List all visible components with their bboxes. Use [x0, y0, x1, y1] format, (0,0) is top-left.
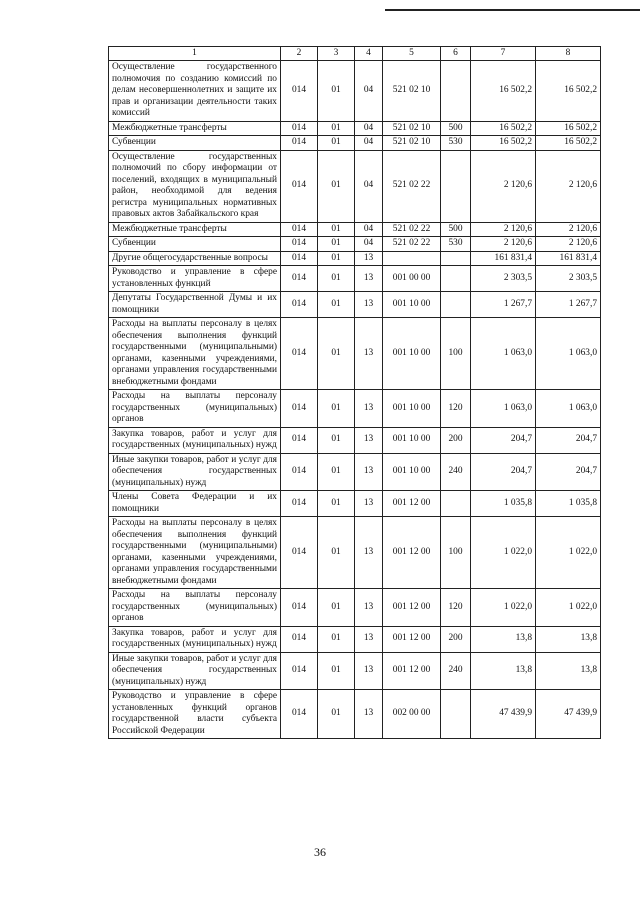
- table-row: [109, 251, 601, 266]
- expense-type-cell: 120: [441, 589, 471, 627]
- amount-cell: 1 063,0: [471, 318, 536, 390]
- target-article-cell: 001 12 00: [383, 626, 441, 652]
- amount-cell: 2 120,6: [471, 237, 536, 252]
- ministry-code-cell: 014: [281, 589, 318, 627]
- expense-type-cell: [441, 491, 471, 517]
- expense-type-cell: 530: [441, 237, 471, 252]
- table-row: [109, 136, 601, 151]
- ministry-code-cell: 014: [281, 237, 318, 252]
- section-code-cell: 01: [318, 292, 355, 318]
- ministry-code-cell: 014: [281, 121, 318, 136]
- target-article-cell: 001 12 00: [383, 517, 441, 589]
- table-row: [109, 237, 601, 252]
- table-row: [109, 626, 601, 652]
- column-header: 5: [383, 47, 441, 61]
- column-header: 2: [281, 47, 318, 61]
- table-row: [109, 690, 601, 739]
- expense-type-cell: 240: [441, 652, 471, 690]
- subsection-code-cell: 13: [355, 626, 383, 652]
- section-code-cell: 01: [318, 491, 355, 517]
- amount-cell: 16 502,2: [471, 61, 536, 122]
- expense-type-cell: 500: [441, 222, 471, 237]
- column-header: 8: [536, 47, 601, 61]
- expense-type-cell: [441, 690, 471, 739]
- target-article-cell: 001 12 00: [383, 589, 441, 627]
- amount-cell: 161 831,4: [471, 251, 536, 266]
- page-number: 36: [314, 845, 326, 859]
- subsection-code-cell: 04: [355, 61, 383, 122]
- section-code-cell: 01: [318, 266, 355, 292]
- subsection-code-cell: 13: [355, 589, 383, 627]
- target-article-cell: 001 10 00: [383, 427, 441, 453]
- expense-type-cell: [441, 251, 471, 266]
- target-article-cell: 521 02 22: [383, 222, 441, 237]
- expense-type-cell: [441, 292, 471, 318]
- table-row: [109, 453, 601, 491]
- ministry-code-cell: 014: [281, 626, 318, 652]
- ministry-code-cell: 014: [281, 453, 318, 491]
- section-code-cell: 01: [318, 453, 355, 491]
- target-article-cell: 521 02 22: [383, 150, 441, 222]
- row-name-cell: Иные закупки товаров, работ и услуг для обеспечения государственных (муниципальных) нужд: [109, 652, 281, 690]
- section-code-cell: 01: [318, 237, 355, 252]
- amount-cell: 2 120,6: [471, 222, 536, 237]
- subsection-code-cell: 13: [355, 318, 383, 390]
- expense-type-cell: 200: [441, 626, 471, 652]
- expense-type-cell: 240: [441, 453, 471, 491]
- table-header-row: [109, 47, 601, 61]
- amount-cell: 2 303,5: [471, 266, 536, 292]
- amount-cell: 1 063,0: [471, 390, 536, 428]
- row-name-cell: Субвенции: [109, 237, 281, 252]
- subsection-code-cell: 13: [355, 690, 383, 739]
- target-article-cell: 521 02 10: [383, 61, 441, 122]
- section-code-cell: 01: [318, 427, 355, 453]
- section-code-cell: 01: [318, 222, 355, 237]
- subsection-code-cell: 13: [355, 652, 383, 690]
- column-header: 3: [318, 47, 355, 61]
- expense-type-cell: [441, 150, 471, 222]
- table-row: [109, 150, 601, 222]
- row-name-cell: Закупка товаров, работ и услуг для государственных (муниципальных) нужд: [109, 427, 281, 453]
- table-row: [109, 491, 601, 517]
- target-article-cell: 001 00 00: [383, 266, 441, 292]
- row-name-cell: Осуществление государственного полномочия по созданию комиссий по делам несовершеннолетних и защите их прав и организации деятельности таких комиссий: [109, 61, 281, 122]
- amount-total-cell: 47 439,9: [536, 690, 601, 739]
- amount-total-cell: 16 502,2: [536, 136, 601, 151]
- amount-total-cell: 13,8: [536, 652, 601, 690]
- section-code-cell: 01: [318, 136, 355, 151]
- target-article-cell: 001 10 00: [383, 292, 441, 318]
- expense-type-cell: 200: [441, 427, 471, 453]
- ministry-code-cell: 014: [281, 150, 318, 222]
- table-row: [109, 390, 601, 428]
- section-code-cell: 01: [318, 121, 355, 136]
- target-article-cell: [383, 251, 441, 266]
- row-name-cell: Расходы на выплаты персоналу государственных (муниципальных) органов: [109, 589, 281, 627]
- amount-cell: 1 022,0: [471, 517, 536, 589]
- amount-total-cell: 204,7: [536, 453, 601, 491]
- table-row: [109, 292, 601, 318]
- subsection-code-cell: 13: [355, 491, 383, 517]
- amount-total-cell: 13,8: [536, 626, 601, 652]
- section-code-cell: 01: [318, 652, 355, 690]
- amount-total-cell: 204,7: [536, 427, 601, 453]
- amount-total-cell: 2 120,6: [536, 237, 601, 252]
- ministry-code-cell: 014: [281, 427, 318, 453]
- target-article-cell: 001 12 00: [383, 652, 441, 690]
- ministry-code-cell: 014: [281, 292, 318, 318]
- row-name-cell: Руководство и управление в сфере установленных функций органов государственной власти субъекта Российской Федерации: [109, 690, 281, 739]
- amount-cell: 16 502,2: [471, 121, 536, 136]
- target-article-cell: 521 02 10: [383, 136, 441, 151]
- target-article-cell: 002 00 00: [383, 690, 441, 739]
- ministry-code-cell: 014: [281, 517, 318, 589]
- subsection-code-cell: 13: [355, 390, 383, 428]
- column-header: 4: [355, 47, 383, 61]
- table-row: [109, 318, 601, 390]
- table-row: [109, 427, 601, 453]
- row-name-cell: Межбюджетные трансферты: [109, 222, 281, 237]
- table-row: [109, 121, 601, 136]
- target-article-cell: 521 02 22: [383, 237, 441, 252]
- target-article-cell: 001 10 00: [383, 318, 441, 390]
- top-rule: [385, 9, 640, 11]
- subsection-code-cell: 04: [355, 150, 383, 222]
- table-row: [109, 222, 601, 237]
- expense-type-cell: 500: [441, 121, 471, 136]
- column-header: 6: [441, 47, 471, 61]
- row-name-cell: Другие общегосударственные вопросы: [109, 251, 281, 266]
- amount-cell: 204,7: [471, 453, 536, 491]
- amount-total-cell: 2 303,5: [536, 266, 601, 292]
- amount-total-cell: 1 063,0: [536, 390, 601, 428]
- ministry-code-cell: 014: [281, 266, 318, 292]
- subsection-code-cell: 13: [355, 453, 383, 491]
- table-row: [109, 61, 601, 122]
- ministry-code-cell: 014: [281, 390, 318, 428]
- row-name-cell: Иные закупки товаров, работ и услуг для обеспечения государственных (муниципальных) нужд: [109, 453, 281, 491]
- expense-type-cell: 100: [441, 517, 471, 589]
- amount-cell: 13,8: [471, 626, 536, 652]
- amount-total-cell: 2 120,6: [536, 222, 601, 237]
- table-row: [109, 517, 601, 589]
- amount-cell: 16 502,2: [471, 136, 536, 151]
- section-code-cell: 01: [318, 150, 355, 222]
- column-header: 7: [471, 47, 536, 61]
- amount-cell: 13,8: [471, 652, 536, 690]
- section-code-cell: 01: [318, 626, 355, 652]
- table-row: [109, 266, 601, 292]
- row-name-cell: Осуществление государственных полномочий по сбору информации от поселений, входящих в муниципальный район, необходимой для ведения регистра муниципальных нормативных правовых актов Забайкальского края: [109, 150, 281, 222]
- column-header: 1: [109, 47, 281, 61]
- amount-cell: 1 267,7: [471, 292, 536, 318]
- target-article-cell: 001 10 00: [383, 453, 441, 491]
- subsection-code-cell: 13: [355, 517, 383, 589]
- expense-type-cell: [441, 61, 471, 122]
- ministry-code-cell: 014: [281, 61, 318, 122]
- target-article-cell: 001 12 00: [383, 491, 441, 517]
- subsection-code-cell: 13: [355, 266, 383, 292]
- amount-total-cell: 1 063,0: [536, 318, 601, 390]
- amount-total-cell: 161 831,4: [536, 251, 601, 266]
- section-code-cell: 01: [318, 61, 355, 122]
- amount-total-cell: 16 502,2: [536, 61, 601, 122]
- subsection-code-cell: 04: [355, 222, 383, 237]
- ministry-code-cell: 014: [281, 136, 318, 151]
- section-code-cell: 01: [318, 517, 355, 589]
- subsection-code-cell: 04: [355, 237, 383, 252]
- section-code-cell: 01: [318, 690, 355, 739]
- row-name-cell: Расходы на выплаты персоналу в целях обеспечения выполнения функций государственными (муниципальными) органами, казенными учреждениями, органами управления государственными внебюджетными фондами: [109, 517, 281, 589]
- amount-total-cell: 1 267,7: [536, 292, 601, 318]
- section-code-cell: 01: [318, 318, 355, 390]
- expense-type-cell: 100: [441, 318, 471, 390]
- row-name-cell: Депутаты Государственной Думы и их помощники: [109, 292, 281, 318]
- subsection-code-cell: 13: [355, 292, 383, 318]
- ministry-code-cell: 014: [281, 491, 318, 517]
- row-name-cell: Субвенции: [109, 136, 281, 151]
- subsection-code-cell: 04: [355, 121, 383, 136]
- ministry-code-cell: 014: [281, 222, 318, 237]
- budget-table: [108, 46, 601, 739]
- row-name-cell: Расходы на выплаты персоналу государственных (муниципальных) органов: [109, 390, 281, 428]
- ministry-code-cell: 014: [281, 251, 318, 266]
- row-name-cell: Закупка товаров, работ и услуг для государственных (муниципальных) нужд: [109, 626, 281, 652]
- amount-cell: 2 120,6: [471, 150, 536, 222]
- ministry-code-cell: 014: [281, 690, 318, 739]
- row-name-cell: Межбюджетные трансферты: [109, 121, 281, 136]
- table-row: [109, 589, 601, 627]
- expense-type-cell: [441, 266, 471, 292]
- row-name-cell: Члены Совета Федерации и их помощники: [109, 491, 281, 517]
- amount-total-cell: 1 035,8: [536, 491, 601, 517]
- subsection-code-cell: 04: [355, 136, 383, 151]
- amount-cell: 1 035,8: [471, 491, 536, 517]
- ministry-code-cell: 014: [281, 652, 318, 690]
- target-article-cell: 001 10 00: [383, 390, 441, 428]
- amount-total-cell: 16 502,2: [536, 121, 601, 136]
- section-code-cell: 01: [318, 589, 355, 627]
- amount-cell: 47 439,9: [471, 690, 536, 739]
- amount-total-cell: 1 022,0: [536, 589, 601, 627]
- amount-total-cell: 1 022,0: [536, 517, 601, 589]
- expense-type-cell: 120: [441, 390, 471, 428]
- subsection-code-cell: 13: [355, 251, 383, 266]
- section-code-cell: 01: [318, 390, 355, 428]
- section-code-cell: 01: [318, 251, 355, 266]
- ministry-code-cell: 014: [281, 318, 318, 390]
- amount-total-cell: 2 120,6: [536, 150, 601, 222]
- amount-cell: 204,7: [471, 427, 536, 453]
- row-name-cell: Расходы на выплаты персоналу в целях обеспечения выполнения функций государственными (муниципальными) органами, казенными учреждениями, органами управления государственными внебюджетными фондами: [109, 318, 281, 390]
- target-article-cell: 521 02 10: [383, 121, 441, 136]
- expense-type-cell: 530: [441, 136, 471, 151]
- amount-cell: 1 022,0: [471, 589, 536, 627]
- row-name-cell: Руководство и управление в сфере установленных функций: [109, 266, 281, 292]
- table-row: [109, 652, 601, 690]
- subsection-code-cell: 13: [355, 427, 383, 453]
